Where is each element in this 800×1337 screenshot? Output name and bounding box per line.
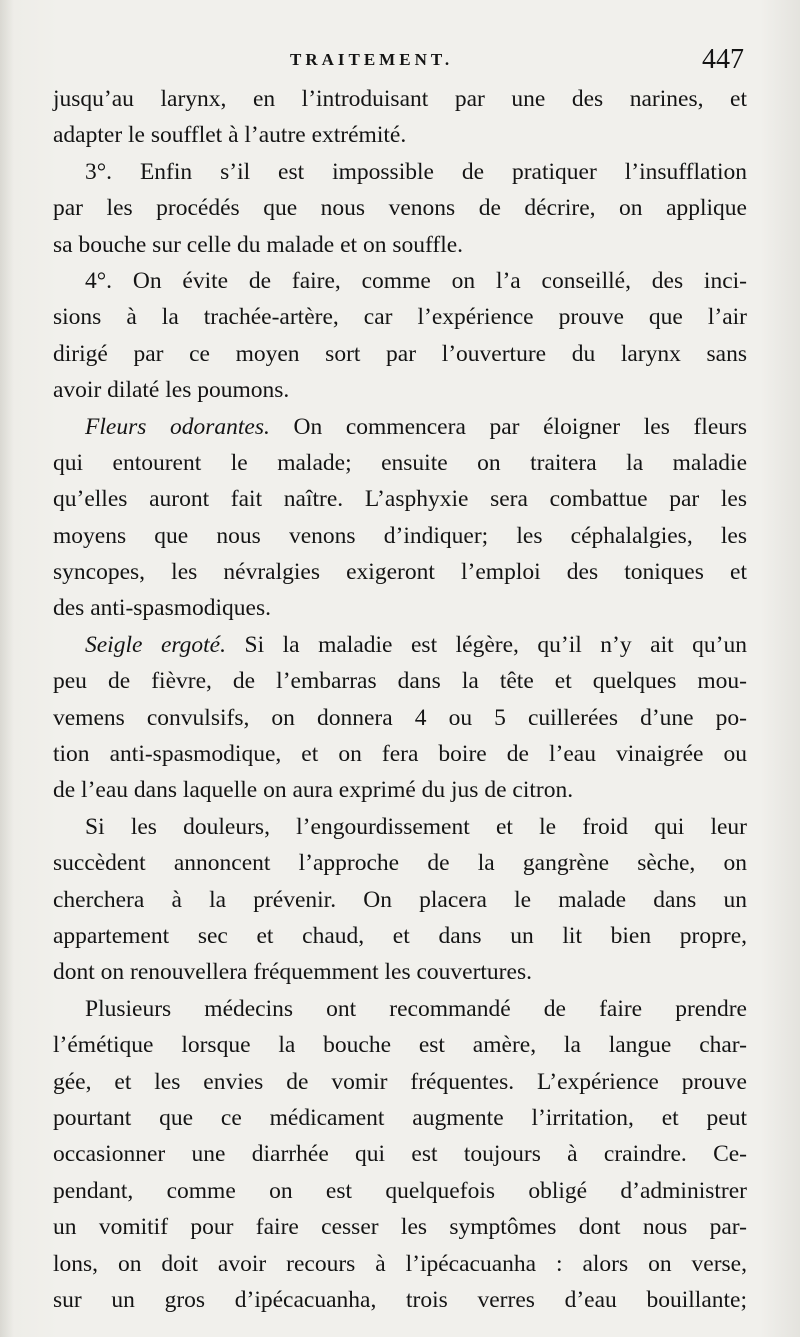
section-heading-fleurs-odorantes: Fleurs odorantes. xyxy=(85,413,270,440)
text-line: sions à la trachée-artère, car l’expérience prouve que l’air xyxy=(53,304,747,331)
text-line: par les procédés que nous venons de décrire, on applique xyxy=(53,195,747,222)
text-line: pourtant que ce médicament augmente l’irritation, et peut xyxy=(53,1104,747,1131)
text-line: occasionner une diarrhée qui est toujours à craindre. Ce- xyxy=(53,1141,747,1168)
text-line: gée, et les envies de vomir fréquentes. L’expérience prouve xyxy=(53,1068,747,1095)
text-line: qu’elles auront fait naître. L’asphyxie sera combattue par les xyxy=(53,486,747,513)
text-line: de l’eau dans laquelle on aura exprimé du jus de citron. xyxy=(53,777,574,804)
text-line: dirigé par ce moyen sort par l’ouverture du larynx sans xyxy=(53,340,747,367)
text-line: Si les douleurs, l’engourdissement et le froid qui leur xyxy=(85,813,747,840)
text-line: jusqu’au larynx, en l’introduisant par une des narines, et xyxy=(53,86,747,112)
text-run: On commencera par éloigner les fleurs xyxy=(269,413,747,440)
text-line: lons, on doit avoir recours à l’ipécacuanha : alors on verse, xyxy=(53,1250,747,1277)
page-number: 447 xyxy=(702,44,744,75)
text-line: 3°. Enfin s’il est impossible de pratiquer l’insufflation xyxy=(85,158,747,185)
running-header xyxy=(40,44,752,84)
text-line: succèdent annoncent l’approche de la gangrène sèche, on xyxy=(53,850,747,877)
text-line: peu de fièvre, de l’embarras dans la tête et quelques mou- xyxy=(53,668,747,695)
text-line: l’émétique lorsque la bouche est amère, la langue char- xyxy=(53,1032,747,1059)
text-line: cherchera à la prévenir. On placera le malade dans un xyxy=(53,886,747,913)
section-heading-seigle-ergote: Seigle ergoté. xyxy=(85,631,226,658)
text-line: pendant, comme on est quelquefois obligé d’administrer xyxy=(53,1177,747,1204)
text-line: adapter le soufflet à l’autre extrémité. xyxy=(53,122,407,149)
text-line xyxy=(53,627,747,663)
text-line: dont on renouvellera fréquemment les couvertures. xyxy=(53,959,532,986)
text-line xyxy=(53,409,747,445)
text-line: sur un gros d’ipécacuanha, trois verres d’eau bouillante; xyxy=(53,1286,747,1313)
text-line: vemens convulsifs, on donnera 4 ou 5 cuillerées d’une po- xyxy=(53,704,747,731)
text-line: tion anti-spasmodique, et on fera boire de l’eau vinaigrée ou xyxy=(53,741,747,768)
text-line: qui entourent le malade; ensuite on traitera la maladie xyxy=(53,449,747,476)
text-line: appartement sec et chaud, et dans un lit bien propre, xyxy=(53,922,747,949)
text-line: sa bouche sur celle du malade et on souffle. xyxy=(53,231,464,258)
text-line: Plusieurs médecins ont recommandé de faire prendre xyxy=(85,995,747,1022)
text-line: avoir dilaté les poumons. xyxy=(53,377,290,404)
text-run: Si la maladie est légère, qu’il n’y ait qu’un xyxy=(225,631,747,658)
text-line: 4°. On évite de faire, comme on l’a conseillé, des inci- xyxy=(85,267,747,294)
text-line: moyens que nous venons d’indiquer; les céphalalgies, les xyxy=(53,522,747,549)
text-line: un vomitif pour faire cesser les symptômes dont nous par- xyxy=(53,1214,747,1241)
running-title: TRAITEMENT. xyxy=(290,50,454,69)
body-text xyxy=(53,81,747,1318)
text-line: syncopes, les névralgies exigeront l’emploi des toniques et xyxy=(53,559,747,586)
text-line: des anti-spasmodiques. xyxy=(53,595,271,622)
